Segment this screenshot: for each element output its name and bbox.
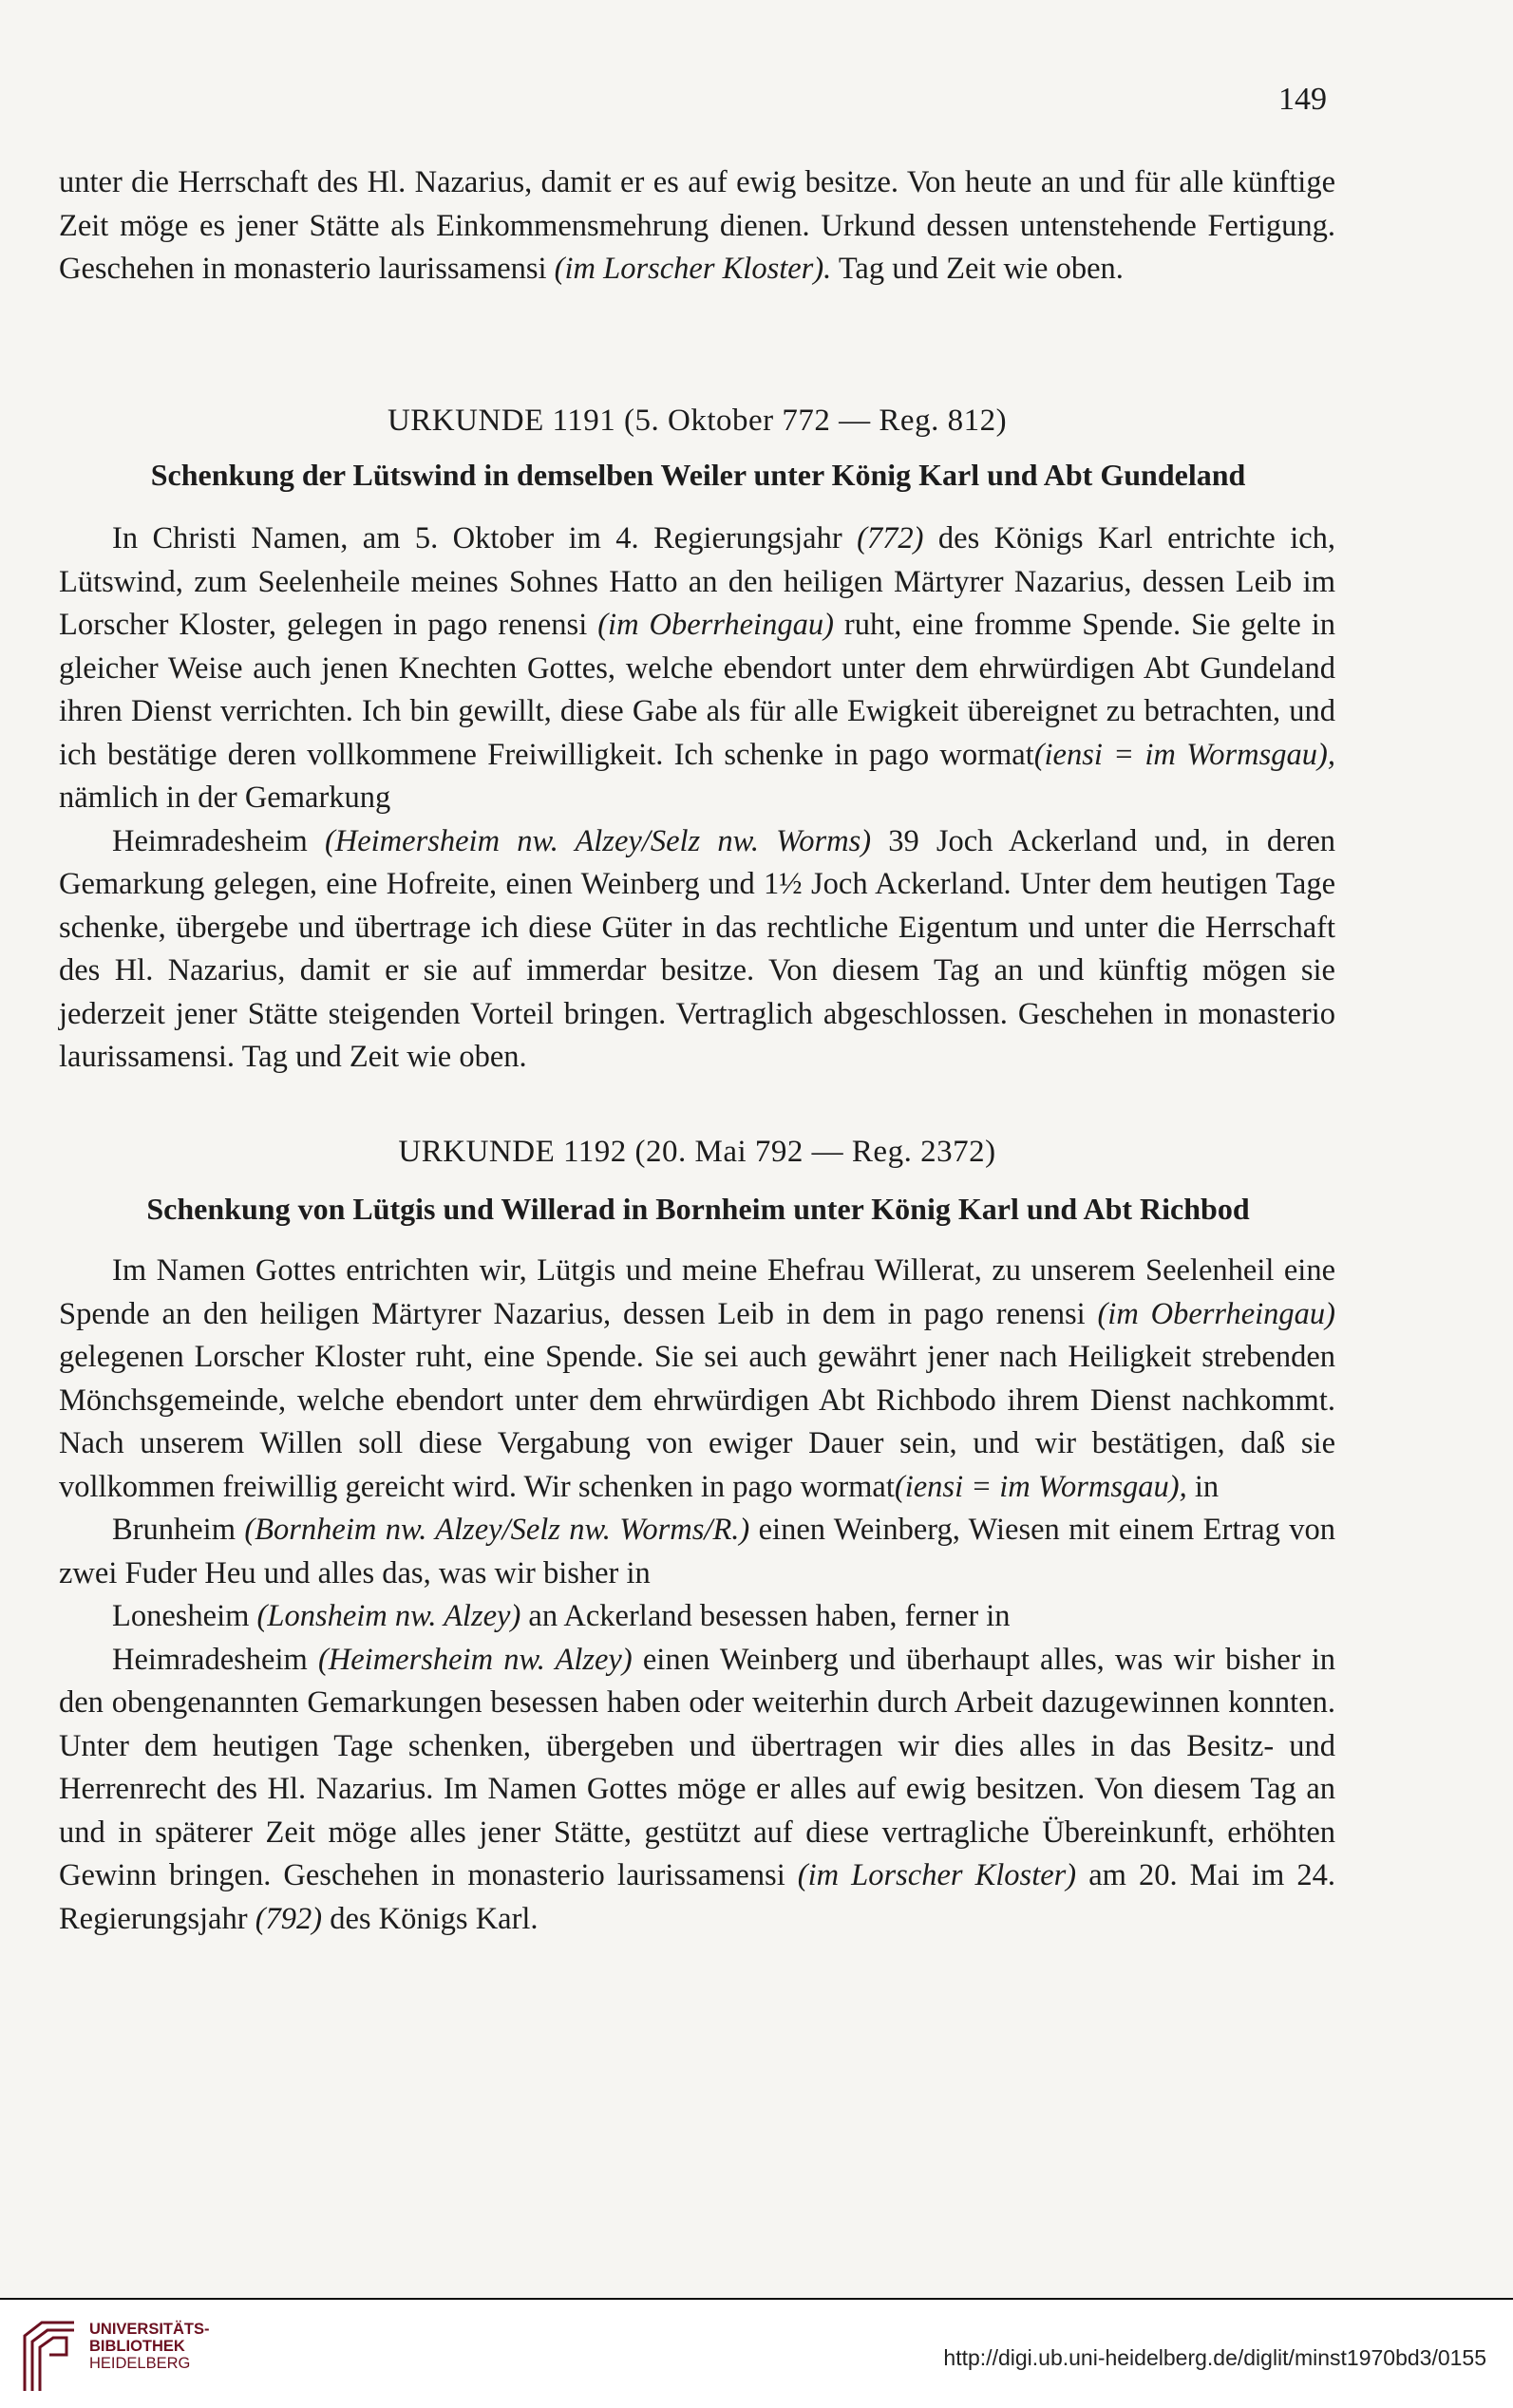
text: Brunheim	[112, 1513, 236, 1547]
text: an Ackerland besessen haben, ferner in	[528, 1599, 1011, 1633]
text: Heimradesheim	[112, 823, 308, 858]
text-italic: (im Oberrheingau)	[1097, 1296, 1335, 1331]
text: des Königs Karl entrichte ich, Lütswind, zum Seelenheile meines Sohnes Hatto an den heiligen Märtyrer Nazarius, dessen Leib im Lorscher Kloster, gelegen in pago renensi	[59, 521, 1336, 642]
text-italic: (iensi = im Wormsgau),	[1033, 737, 1335, 772]
text: einen Weinberg und überhaupt alles, was wir bisher in den obengenannten Gemarkungen besessen haben oder weiterhin durch Arbeit dazugewinnen konnten. Unter dem heutigen Tage schenken, übergeben und übertragen wir dies alles in das Besitz- und Herrenrecht des Hl. Nazarius. Im Namen Gottes möge er alles auf ewig besitzen. Von diesem Tag an und in späterer Zeit möge alles jener Stätte, gestützt auf diese vertragliche Übereinkunft, erhöhten Gewinn bringen. Geschehen in monasterio laurissamensi	[59, 1642, 1336, 1892]
text: nämlich in der Gemarkung	[59, 781, 391, 815]
document-subtitle-1191: Schenkung der Lütswind in demselben Weiler unter König Karl und Abt Gundeland	[150, 458, 1246, 492]
text-italic: (im Lorscher Kloster)	[797, 1858, 1077, 1892]
text-italic: (Bornheim nw. Alzey/Selz nw. Worms/R.)	[244, 1513, 750, 1547]
text: Im Namen Gottes entrichten wir, Lütgis und meine Ehefrau Willerat, zu unserem Seelenheil eine Spende an den heiligen Märtyrer Nazarius, dessen Leib in dem in pago renensi	[59, 1253, 1335, 1331]
text-italic: (Heimersheim nw. Alzey)	[317, 1642, 633, 1677]
text-italic: (iensi = im Wormsgau),	[894, 1469, 1187, 1504]
text: 39 Joch Ackerland und, in deren Gemarkung gelegen, eine Hofreite, einen Weinberg und 1½ Joch Ackerland. Unter dem heutigen Tage schenke, übergebe und übertrage ich diese Güter in das rechtliche Eigentum und unter die Herrschaft des Hl. Nazarius, damit er sie auf immerdar besitze. Von diesem Tag an und künftig mögen sie jederzeit jener Stätte steigenden Vorteil bringen. Vertraglich abgeschlossen. Geschehen in monasterio laurissamensi. Tag und Zeit wie oben.	[59, 823, 1336, 1074]
library-name-line-3: HEIDELBERG	[89, 2355, 191, 2372]
text: ruht, eine fromme Spende. Sie gelte in gleicher Weise auch jenen Knechten Gottes, welche ebendort unter dem ehrwürdigen Abt Gundeland ihren Dienst verrichten. Ich bin gewillt, diese Gabe als für alle Ewigkeit übereignet zu betrachten, und ich bestätige deren vollkommene Freiwilligkeit. Ich schenke in pago wormat	[59, 608, 1335, 772]
text: unter die Herrschaft des Hl. Nazarius, damit er es auf ewig besitze. Von heute an und für alle künftige Zeit möge es jener Stätte als Einkommensmehrung dienen. Urkund dessen untenstehende Fertigung. Geschehen in monasterio laurissamensi	[59, 165, 1335, 286]
source-url-link[interactable]: http://digi.ub.uni-heidelberg.de/diglit/minst1970bd3/0155	[943, 2345, 1486, 2370]
document-subtitle-1192: Schenkung von Lütgis und Willerad in Bornheim unter König Karl und Abt Richbod	[146, 1192, 1250, 1226]
library-logo-icon	[17, 2317, 82, 2395]
library-name-line-1: UNIVERSITÄTS-	[89, 2321, 210, 2338]
text: In Christi Namen, am 5. Oktober im 4. Regierungsjahr	[112, 521, 842, 555]
document-title-1192: URKUNDE 1192 (20. Mai 792 — Reg. 2372)	[398, 1135, 996, 1169]
text: Tag und Zeit wie oben.	[838, 252, 1124, 286]
text-italic: (Lonsheim nw. Alzey)	[256, 1599, 521, 1633]
text: gelegenen Lorscher Kloster ruht, eine Spende. Sie sei auch gewährt jener nach Heiligkeit strebenden Mönchsgemeinde, welche ebendort unter dem ehrwürdigen Abt Richbodo ihrem Dienst nachkommt. Nach unserem Willen soll diese Vergabung von ewiger Dauer sein, und wir bestätigen, daß sie vollkommen freiwillig gereicht wird. Wir schenken in pago wormat	[59, 1340, 1335, 1504]
document-title-1191: URKUNDE 1191 (5. Oktober 772 — Reg. 812)	[387, 404, 1008, 438]
text-italic: (im Lorscher Kloster).	[554, 252, 832, 286]
text: in	[1194, 1469, 1220, 1504]
paragraph-continuation	[59, 161, 1335, 292]
text: einen Weinberg, Wiesen mit einem Ertrag von zwei Fuder Heu und alles das, was wir bisher in	[59, 1513, 1335, 1590]
text: am 20. Mai im 24. Regierungsjahr	[59, 1858, 1336, 1936]
library-name-line-2: BIBLIOTHEK	[89, 2338, 185, 2355]
text: Lonesheim	[112, 1599, 250, 1633]
text-italic: (772)	[857, 521, 924, 555]
text-italic: (792)	[255, 1901, 323, 1936]
text: des Königs Karl.	[330, 1901, 539, 1936]
text-italic: (im Oberrheingau)	[597, 608, 834, 642]
text-italic: (Heimersheim nw. Alzey/Selz nw. Worms)	[324, 823, 872, 858]
page-number: 149	[1278, 82, 1327, 117]
document-body-1191	[59, 517, 1335, 1080]
library-name	[89, 2321, 210, 2372]
document-body-1192	[59, 1250, 1335, 1941]
text: Heimradesheim	[112, 1642, 308, 1677]
